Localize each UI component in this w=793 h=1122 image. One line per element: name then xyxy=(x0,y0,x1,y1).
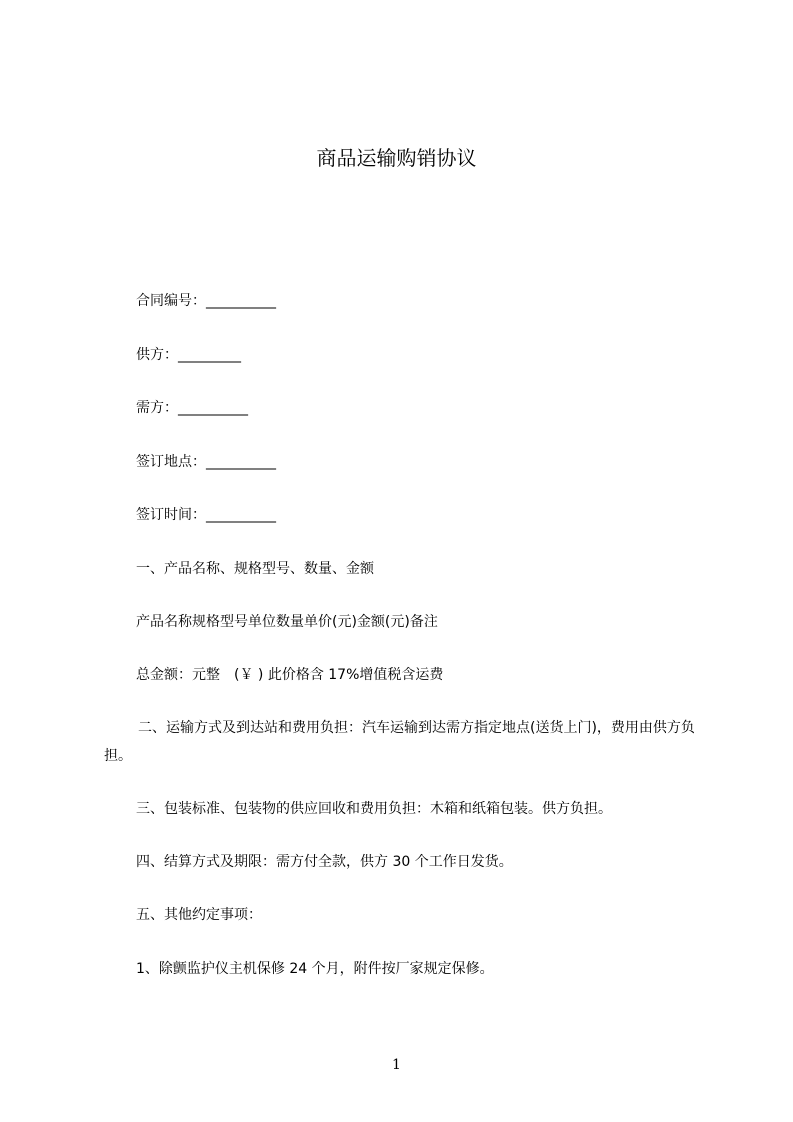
section-2-paragraph: 二、运输方式及到达站和费用负担：汽车运输到达需方指定地点(送货上门)，费用由供方负担。 xyxy=(104,720,695,764)
sign-time-field: 签订时间：__________ xyxy=(136,507,276,523)
section-5-heading: 五、其他约定事项： xyxy=(136,907,262,923)
section-3-paragraph: 三、包装标准、包装物的供应回收和费用负担：木箱和纸箱包装。供方负担。 xyxy=(136,801,612,817)
section-1-table-header: 产品名称规格型号单位数量单价(元)金额(元)备注 xyxy=(136,614,438,630)
page-number: 1 xyxy=(392,1057,401,1073)
buyer-field: 需方：__________ xyxy=(136,400,248,416)
section-4-paragraph: 四、结算方式及期限：需方付全款，供方 30 个工作日发货。 xyxy=(136,854,513,870)
document-title: 商品运输购销协议 xyxy=(316,146,477,170)
supplier-field: 供方：_________ xyxy=(136,347,241,363)
sign-place-field: 签订地点：__________ xyxy=(136,454,276,470)
section-1-heading: 一、产品名称、规格型号、数量、金额 xyxy=(136,561,374,577)
contract-number-field: 合同编号：__________ xyxy=(136,293,276,309)
section-1-total: 总金额：元整 (￥ ) 此价格含 17%增值税含运费 xyxy=(136,667,444,683)
section-5-item-1: 1、除颤监护仪主机保修 24 个月，附件按厂家规定保修。 xyxy=(136,961,494,977)
